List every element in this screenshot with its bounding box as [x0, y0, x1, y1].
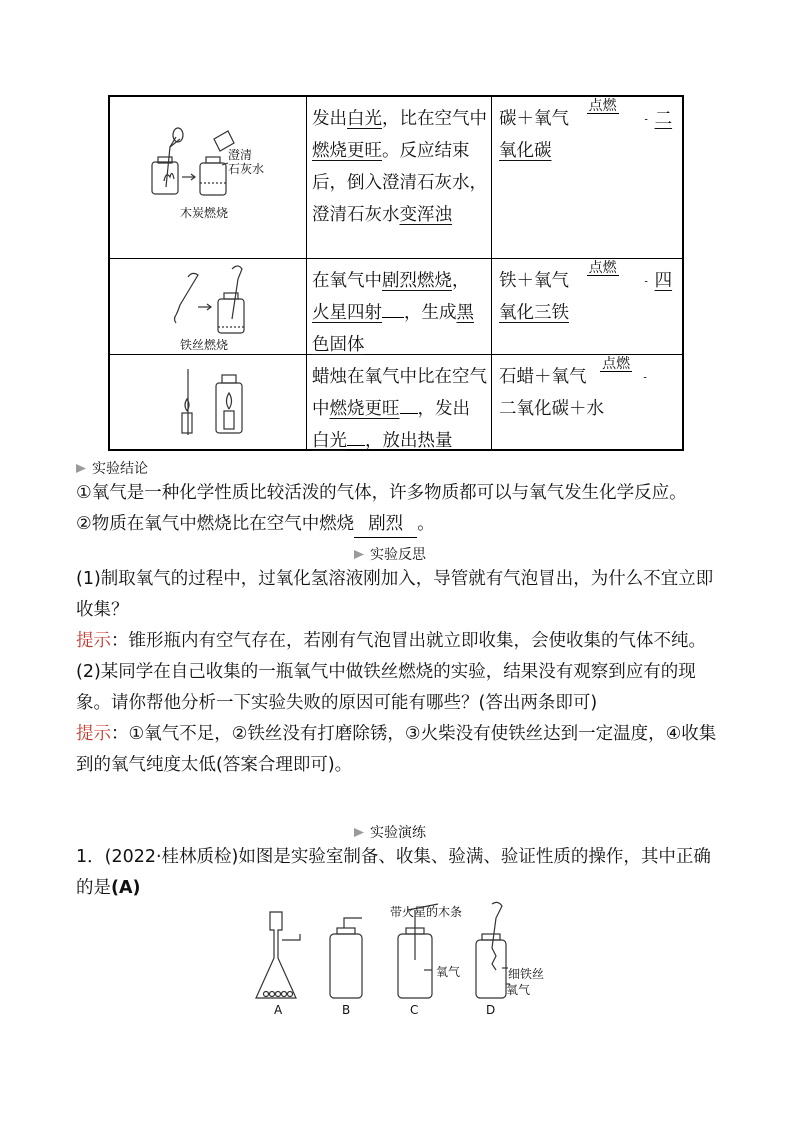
charcoal-burning-illustration — [110, 97, 306, 257]
iron-wire-burning-illustration — [110, 259, 306, 353]
label-a: A — [274, 1003, 283, 1017]
answer-black-solid: 黑色固体 — [312, 303, 474, 355]
label-c: C — [410, 1003, 419, 1017]
label-clear: 澄清 — [228, 148, 253, 162]
answer-choice: (A) — [111, 878, 141, 898]
answer-sparks: 火星四射 — [312, 303, 382, 323]
label-lime-water: 石灰水 — [228, 162, 265, 176]
phenomenon-cell: 发出白光，比在空气中燃烧更旺。反应结束后，倒入澄清石灰水，澄清石灰水变浑浊 — [307, 97, 492, 258]
iron-figure-cell — [110, 259, 307, 354]
reflection-text — [76, 564, 726, 781]
figure-caption: 木炭燃烧 — [180, 206, 229, 220]
flask-a — [256, 912, 296, 998]
answer-white-light: 白光 — [312, 431, 347, 451]
table-row — [110, 97, 682, 259]
reaction-arrow: 点燃 — [575, 267, 655, 295]
figure-caption: 铁丝燃烧 — [180, 338, 229, 352]
equation-cell: 铁＋氧气 点燃 四 氧化三铁 — [499, 260, 673, 323]
section-heading-conclusion: 实验结论 — [76, 458, 148, 478]
label-oxygen-c: 氧气 — [436, 965, 461, 979]
answer-burns-brighter: 燃烧更旺 — [329, 399, 400, 419]
table-row — [110, 259, 682, 355]
section-heading-practice: 实验演练 — [354, 822, 426, 842]
label-oxygen-d: 氧气 — [506, 983, 531, 997]
experiment-table — [108, 95, 684, 451]
question-2: (2)某同学在自己收集的一瓶氧气中做铁丝燃烧的实验，结果没有观察到应有的现象。请你帮他分析一下实验失败的原因可能有哪些？(答出两条即可) — [76, 662, 696, 713]
answer-white-light: 白光 — [347, 109, 382, 129]
answer-violent: 剧烈 — [354, 511, 417, 538]
label-glowing-splint: 带火星的木条 — [390, 905, 463, 919]
hint-2: 提示：①氧气不足，②铁丝没有打磨除锈，③火柴没有使铁丝达到一定温度，④收集到的氧气纯度太低(答案合理即可)。 — [76, 724, 717, 775]
answer-burns-brighter: 燃烧更旺 — [312, 141, 382, 161]
answer-product: 四 — [654, 271, 673, 291]
lab-operations-figure — [240, 900, 570, 1022]
answer-turns-turbid: 变浑浊 — [399, 205, 452, 225]
table-row — [110, 355, 682, 451]
answer-burns-violently: 剧烈燃烧 — [382, 271, 452, 291]
phenomenon-cell: 在氧气中剧烈燃烧， 火星四射 ，生成黑色固体 — [307, 259, 492, 354]
label-b: B — [342, 1003, 351, 1017]
candle-burning-illustration — [110, 355, 306, 449]
answer-product-2: 氧化碳 — [499, 141, 552, 161]
practice-question: 1．(2022·桂林质检)如图是实验室制备、收集、验满、验证性质的操作，其中正确的是(A) — [76, 847, 711, 898]
label-d: D — [486, 1003, 496, 1017]
answer-product-2: 氧化三铁 — [499, 303, 569, 323]
equation-cell: 碳＋氧气 点燃 二 氧化碳 — [499, 98, 673, 161]
charcoal-figure-cell — [110, 97, 307, 258]
answer-product: 二 — [654, 109, 673, 129]
hint-1: 提示：锥形瓶内有空气存在，若刚有气泡冒出就立即收集，会使收集的气体不纯。 — [76, 631, 706, 651]
reaction-arrow: 点燃 — [575, 105, 655, 133]
candle-figure-cell — [110, 355, 307, 451]
phenomenon-cell: 蜡烛在氧气中比在空气中燃烧更旺 ，发出白光 ，放出热量 — [307, 355, 492, 451]
reaction-arrow: 点燃 — [592, 363, 654, 391]
section-heading-reflection: 实验反思 — [354, 544, 426, 564]
conclusion-text: ①氧气是一种化学性质比较活泼的气体，许多物质都可以与氧气发生化学反应。 ②物质在氧气中燃烧比在空气中燃烧 剧烈 。 — [76, 478, 726, 540]
label-iron-wire: 细铁丝 — [508, 967, 545, 981]
question-1: (1)制取氧气的过程中，过氧化氢溶液刚加入，导管就有气泡冒出，为什么不宜立即收集？ — [76, 569, 714, 620]
equation-cell: 石蜡＋氧气 点燃 二氧化碳＋水 — [493, 355, 682, 451]
equation-product: 二氧化碳＋水 — [499, 399, 604, 419]
